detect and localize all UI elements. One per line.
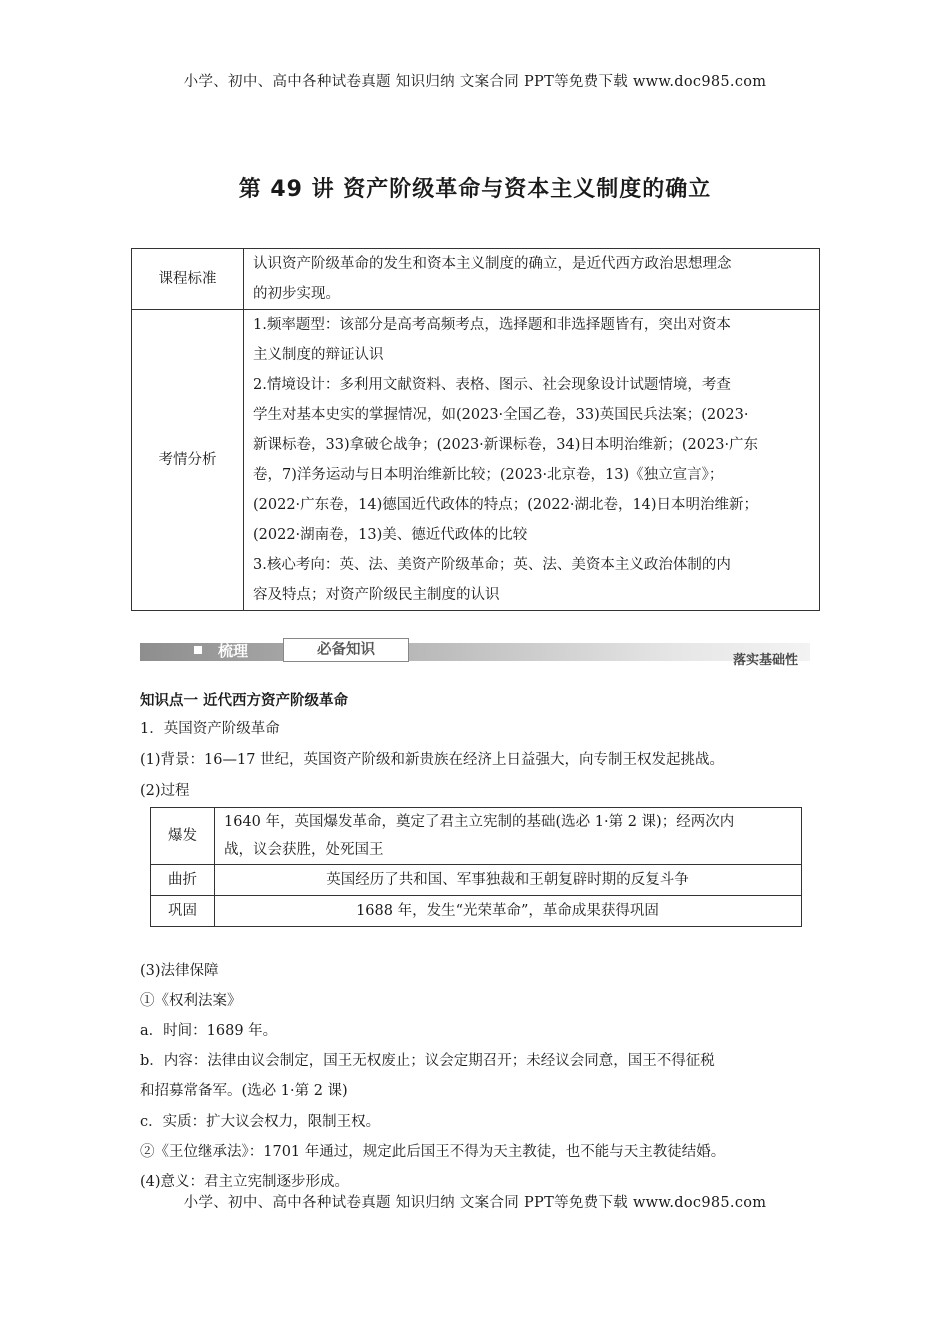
- process-heading: (2)过程: [140, 783, 190, 799]
- course-standards-table: [131, 248, 820, 611]
- significance: (4)意义：君主立宪制逐步形成。: [140, 1174, 350, 1190]
- bill-title: ①《权利法案》: [140, 993, 242, 1009]
- text-line: 3.核心考向：英、法、美资产阶级革命；英、法、美资本主义政治体制的内: [253, 557, 731, 573]
- background-text: (1)背景：16—17 世纪，英国资产阶级和新贵族在经济上日益强大，向专制王权发起挑战。: [140, 752, 725, 768]
- bill-content-line: b．内容：法律由议会制定，国王无权废止；议会定期召开；未经议会同意，国王不得征税: [140, 1053, 715, 1069]
- page-header: 小学、初中、高中各种试卷真题 知识归纳 文案合同 PPT等免费下载 www.doc985.com: [183, 74, 767, 90]
- text-line: 认识资产阶级革命的发生和资本主义制度的确立，是近代西方政治思想理念: [253, 256, 732, 272]
- row-content: [215, 808, 802, 865]
- text-line: 1.频率题型：该部分是高考高频考点，选择题和非选择题皆有，突出对资本: [253, 317, 731, 333]
- row-content: 英国经历了共和国、军事独裁和王朝复辟时期的反复斗争: [215, 865, 802, 896]
- banner-label: 梳理: [218, 642, 249, 660]
- page-title: 第 49 讲 资产阶级革命与资本主义制度的确立: [238, 177, 712, 202]
- table-row: [151, 896, 802, 927]
- succession-act: ②《王位继承法》：1701 年通过，规定此后国王不得为天主教徒，也不能与天主教徒结婚。: [140, 1144, 726, 1160]
- text-line: 2.情境设计：多利用文献资料、表格、图示、社会现象设计试题情境，考查: [253, 377, 731, 393]
- text-line: 容及特点；对资产阶级民主制度的认识: [253, 587, 500, 603]
- text-line: (2022·广东卷，14)德国近代政体的特点；(2022·湖北卷，14)日本明治维新；: [253, 497, 759, 513]
- row-label: 巩固: [151, 896, 215, 927]
- text-line: (2022·湖南卷，13)美、德近代政体的比较: [253, 527, 528, 543]
- row-label: 课程标准: [132, 249, 244, 310]
- text-line: 战，议会获胜，处死国王: [224, 842, 384, 858]
- page-footer: 小学、初中、高中各种试卷真题 知识归纳 文案合同 PPT等免费下载 www.doc985.com: [183, 1195, 767, 1211]
- row-label: 曲折: [151, 865, 215, 896]
- bill-essence: c．实质：扩大议会权力，限制王权。: [140, 1114, 381, 1130]
- banner-right-label: 落实基础性: [732, 653, 798, 668]
- bill-time: a．时间：1689 年。: [140, 1023, 278, 1039]
- table-row: [132, 249, 820, 310]
- text-line: 主义制度的辩证认识: [253, 347, 384, 363]
- table-row: [151, 808, 802, 865]
- text-line: 新课标卷，33)拿破仑战争；(2023·新课标卷，34)日本明治维新；(2023·广东: [253, 437, 759, 453]
- table-row: [132, 310, 820, 611]
- table-row: [151, 865, 802, 896]
- section-title: 知识点一 近代西方资产阶级革命: [140, 693, 349, 709]
- row-content: [244, 310, 820, 611]
- process-table: [150, 807, 802, 927]
- row-content: 1688 年，发生“光荣革命”，革命成果获得巩固: [215, 896, 802, 927]
- row-label: 考情分析: [132, 310, 244, 611]
- banner-box-label: 必备知识: [283, 638, 409, 662]
- text-line: 1640 年，英国爆发革命，奠定了君主立宪制的基础(选必 1·第 2 课)；经两次内: [224, 814, 735, 830]
- row-label: 爆发: [151, 808, 215, 865]
- text-line: 学生对基本史实的掌握情况，如(2023·全国乙卷，33)英国民兵法案；(2023·: [253, 407, 749, 423]
- bill-content-line: 和招募常备军。(选必 1·第 2 课): [140, 1083, 348, 1099]
- row-content: [244, 249, 820, 310]
- section-banner: [140, 636, 810, 666]
- text-line: 卷，7)洋务运动与日本明治维新比较；(2023·北京卷，13)《独立宣言》；: [253, 467, 724, 483]
- law-heading: (3)法律保障: [140, 963, 219, 979]
- item-heading: 1．英国资产阶级革命: [140, 721, 280, 737]
- text-line: 的初步实现。: [253, 286, 340, 302]
- square-bullet-icon: [194, 646, 202, 654]
